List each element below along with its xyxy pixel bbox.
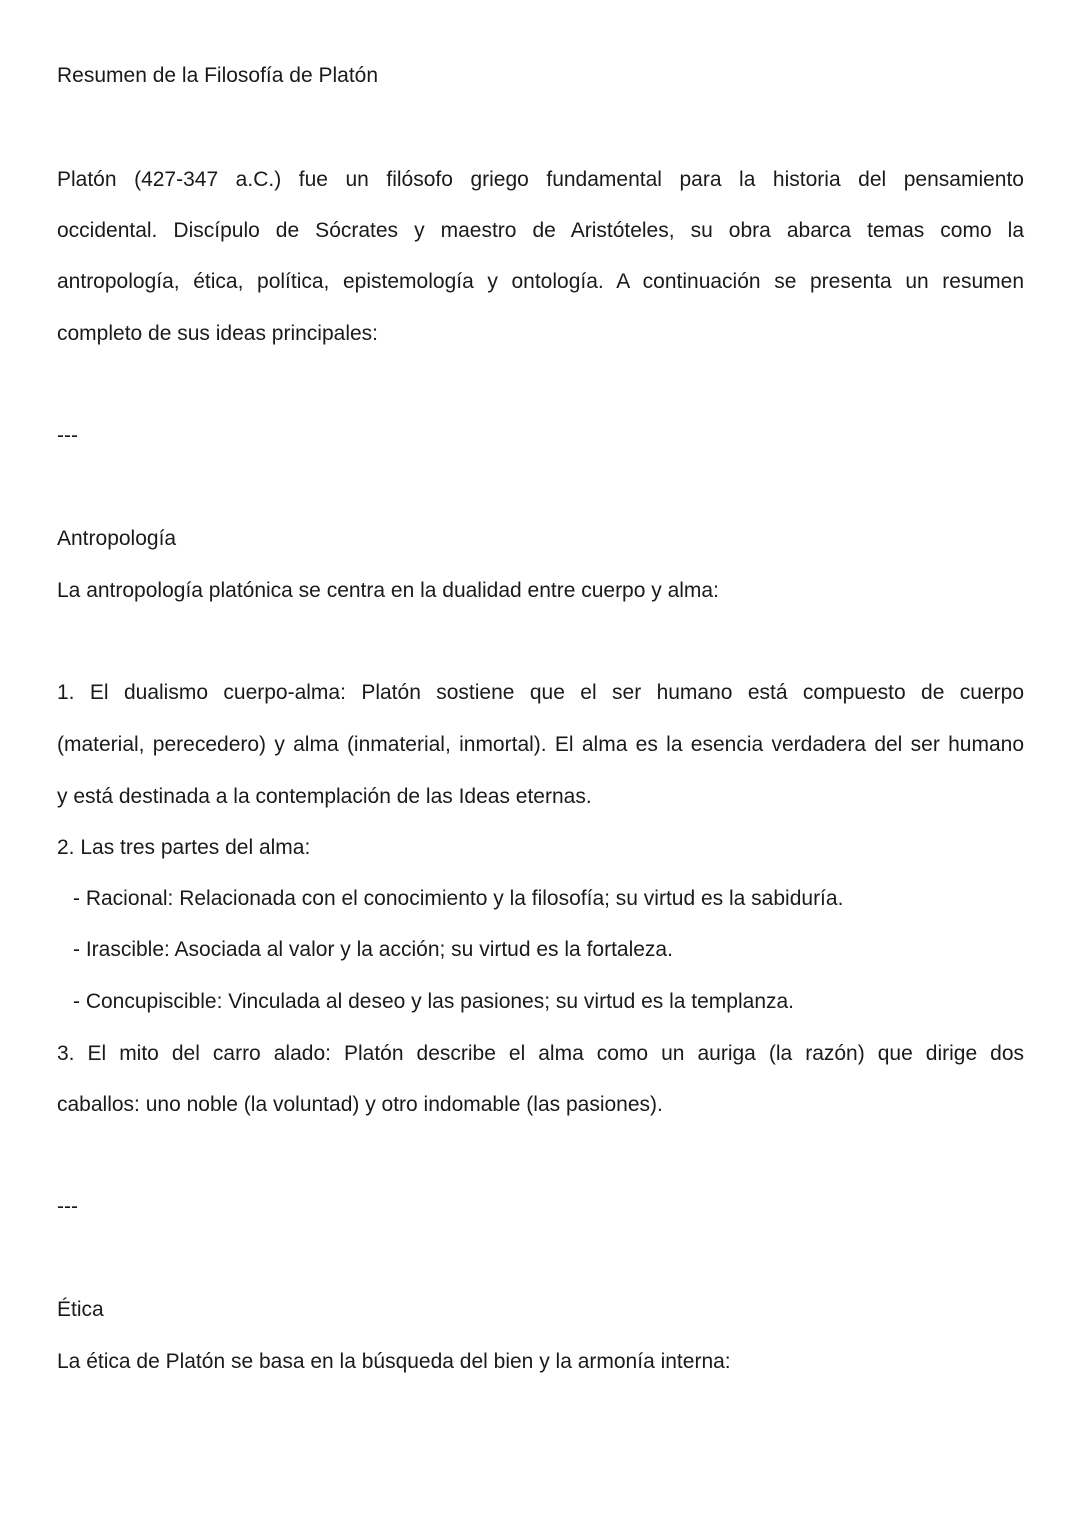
etica-intro: La ética de Platón se basa en la búsqueda del bien y la armonía interna: bbox=[57, 1350, 731, 1373]
item2-heading: 2. Las tres partes del alma: bbox=[57, 836, 311, 859]
intro-line-1: Platón (427-347 a.C.) fue un filósofo griego fundamental para la historia del pensamiento bbox=[57, 168, 1024, 191]
item1-line-3: y está destinada a la contemplación de las Ideas eternas. bbox=[57, 785, 592, 808]
item1-line-1: 1. El dualismo cuerpo-alma: Platón sostiene que el ser humano está compuesto de cuerpo bbox=[57, 681, 1024, 704]
document-title: Resumen de la Filosofía de Platón bbox=[57, 64, 379, 87]
intro-line-3: antropología, ética, política, epistemología y ontología. A continuación se presenta un resumen bbox=[57, 270, 1024, 293]
antropologia-intro: La antropología platónica se centra en la dualidad entre cuerpo y alma: bbox=[57, 579, 719, 602]
item3-line-1: 3. El mito del carro alado: Platón describe el alma como un auriga (la razón) que dirige dos bbox=[57, 1042, 1024, 1065]
section-heading-etica: Ética bbox=[57, 1298, 104, 1321]
item1-line-2: (material, perecedero) y alma (inmaterial, inmortal). El alma es la esencia verdadera del ser humano bbox=[57, 733, 1024, 756]
intro-line-2: occidental. Discípulo de Sócrates y maestro de Aristóteles, su obra abarca temas como la bbox=[57, 219, 1024, 242]
separator-1: --- bbox=[57, 424, 78, 447]
section-heading-antropologia: Antropología bbox=[57, 527, 177, 550]
subitem-racional: - Racional: Relacionada con el conocimiento y la filosofía; su virtud es la sabiduría. bbox=[73, 887, 844, 910]
separator-2: --- bbox=[57, 1195, 78, 1218]
subitem-concupiscible: - Concupiscible: Vinculada al deseo y las pasiones; su virtud es la templanza. bbox=[73, 990, 795, 1013]
item3-line-2: caballos: uno noble (la voluntad) y otro indomable (las pasiones). bbox=[57, 1093, 663, 1116]
intro-line-4: completo de sus ideas principales: bbox=[57, 322, 379, 345]
subitem-irascible: - Irascible: Asociada al valor y la acción; su virtud es la fortaleza. bbox=[73, 938, 673, 961]
